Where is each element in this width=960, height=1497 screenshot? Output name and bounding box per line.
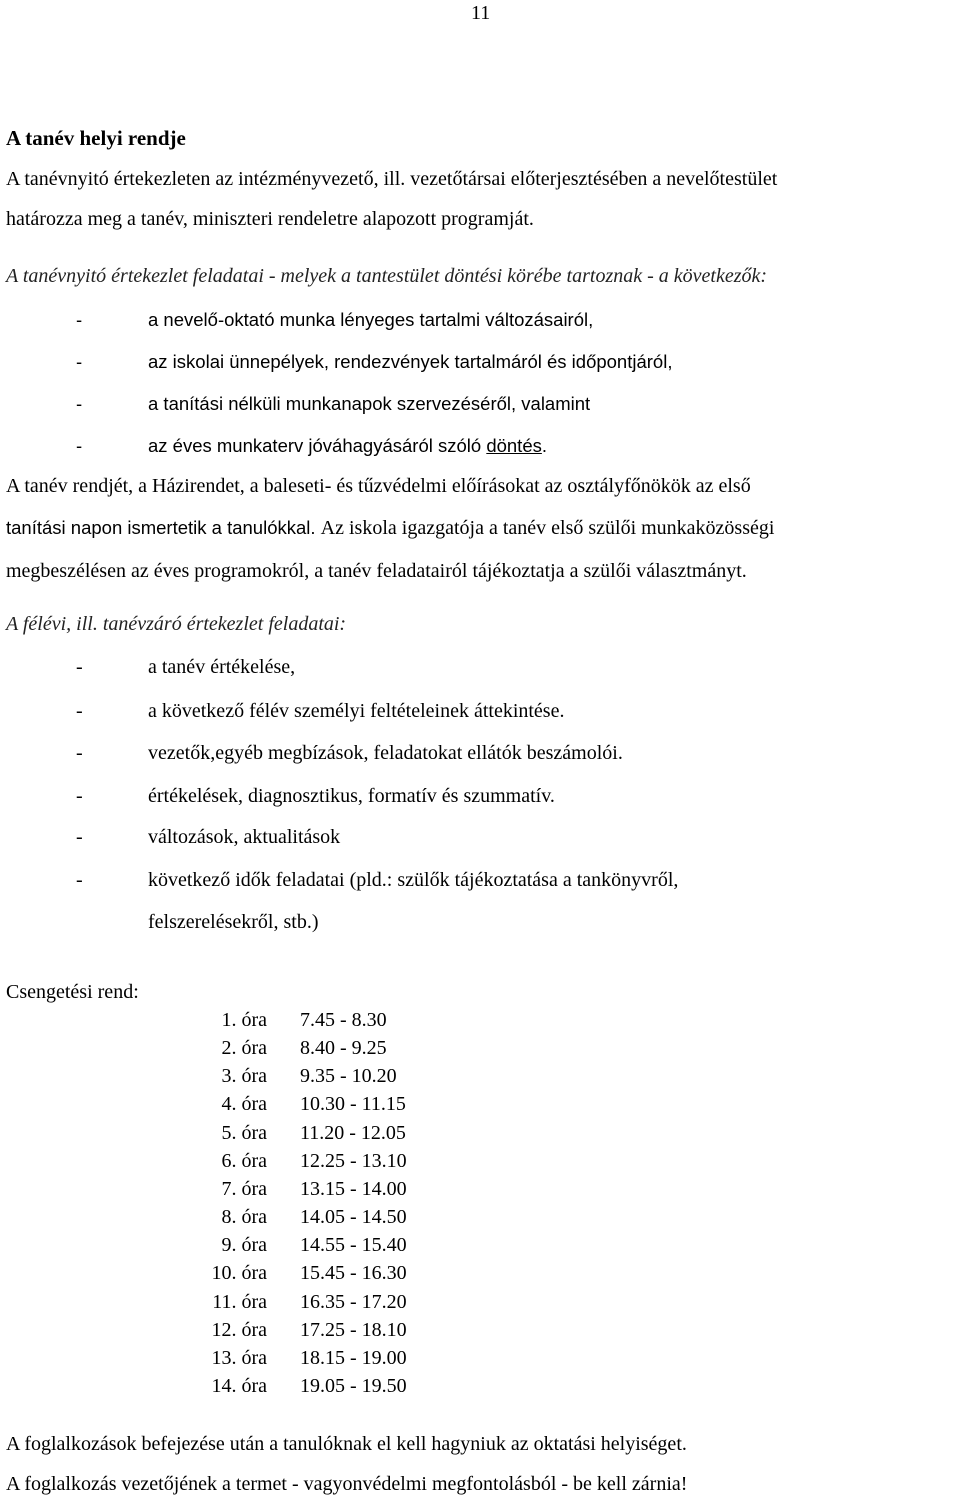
midyear-item: következő idők feladatai (pld.: szülők tájékoztatása a tankönyvről, xyxy=(148,869,679,891)
midyear-item: vezetők,egyéb megbízások, feladatokat ellátók beszámolói. xyxy=(148,742,623,764)
list-dash: - xyxy=(76,742,83,764)
bell-time: 14.05 - 14.50 xyxy=(300,1206,407,1228)
bell-time: 19.05 - 19.50 xyxy=(300,1375,407,1397)
list-dash: - xyxy=(76,826,83,848)
bell-heading: Csengetési rend: xyxy=(6,981,139,1003)
bell-time: 8.40 - 9.25 xyxy=(300,1037,387,1059)
bell-time: 10.30 - 11.15 xyxy=(300,1093,406,1115)
para2-line-2 xyxy=(6,517,774,540)
bell-period: 5. óra xyxy=(221,1122,267,1144)
intro-line-1: A tanévnyitó értekezleten az intézményvezető, ill. vezetőtársai előterjesztésében a nevelőtestület xyxy=(6,168,778,190)
bell-period: 8. óra xyxy=(221,1206,267,1228)
list-dash: - xyxy=(76,393,83,414)
bell-period: 9. óra xyxy=(221,1234,267,1256)
bell-time: 11.20 - 12.05 xyxy=(300,1122,406,1144)
list-dash: - xyxy=(76,435,83,456)
bell-time: 14.55 - 15.40 xyxy=(300,1234,407,1256)
bell-time: 7.45 - 8.30 xyxy=(300,1009,387,1031)
midyear-heading: A félévi, ill. tanévzáró értekezlet feladatai: xyxy=(6,613,347,635)
bell-period: 13. óra xyxy=(211,1347,267,1369)
bell-period: 6. óra xyxy=(221,1150,267,1172)
para2-line-2a: tanítási napon ismertetik a tanulókkal. xyxy=(6,517,321,538)
bell-time: 9.35 - 10.20 xyxy=(300,1065,397,1087)
bell-time: 17.25 - 18.10 xyxy=(300,1319,407,1341)
bell-period: 4. óra xyxy=(221,1093,267,1115)
bell-time: 15.45 - 16.30 xyxy=(300,1262,407,1284)
task-item-underlined: döntés xyxy=(486,435,542,456)
closing-line-1: A foglalkozások befejezése után a tanulóknak el kell hagyniuk az oktatási helyiséget. xyxy=(6,1433,687,1455)
list-dash: - xyxy=(76,656,83,678)
para2-line-1: A tanév rendjét, a Házirendet, a baleseti- és tűzvédelmi előírásokat az osztályfőnökök az első xyxy=(6,475,751,497)
tasks-heading: A tanévnyitó értekezlet feladatai - melyek a tantestület döntési körébe tartoznak - a következők: xyxy=(6,265,768,287)
page-number: 11 xyxy=(471,2,491,24)
bell-period: 7. óra xyxy=(221,1178,267,1200)
closing-line-2: A foglalkozás vezetőjének a termet - vagyonvédelmi megfontolásból - be kell zárnia! xyxy=(6,1473,688,1495)
task-item: a nevelő-oktató munka lényeges tartalmi változásairól, xyxy=(148,309,594,330)
midyear-item-continued: felszerelésekről, stb.) xyxy=(148,911,319,933)
midyear-item: a következő félév személyi feltételeinek áttekintése. xyxy=(148,700,565,722)
midyear-item: értékelések, diagnosztikus, formatív és szummatív. xyxy=(148,785,555,807)
list-dash: - xyxy=(76,869,83,891)
task-item: az iskolai ünnepélyek, rendezvények tartalmáról és időpontjáról, xyxy=(148,351,673,372)
para2-line-3: megbeszélésen az éves programokról, a tanév feladatairól tájékoztatja a szülői választmányt. xyxy=(6,560,747,582)
list-dash: - xyxy=(76,351,83,372)
para2-line-2b: Az iskola igazgatója a tanév első szülői munkaközösségi xyxy=(320,517,775,539)
task-item: a tanítási nélküli munkanapok szervezéséről, valamint xyxy=(148,393,591,414)
bell-period: 12. óra xyxy=(211,1319,267,1341)
list-dash: - xyxy=(76,785,83,807)
bell-period: 11. óra xyxy=(212,1291,267,1313)
task-item-end: . xyxy=(541,435,547,456)
intro-line-2: határozza meg a tanév, miniszteri rendeletre alapozott programját. xyxy=(6,208,534,230)
bell-period: 3. óra xyxy=(221,1065,267,1087)
bell-time: 12.25 - 13.10 xyxy=(300,1150,407,1172)
bell-period: 10. óra xyxy=(211,1262,267,1284)
bell-time: 16.35 - 17.20 xyxy=(300,1291,407,1313)
section-title: A tanév helyi rendje xyxy=(6,126,186,150)
bell-time: 13.15 - 14.00 xyxy=(300,1178,407,1200)
list-dash: - xyxy=(76,700,83,722)
bell-period: 14. óra xyxy=(211,1375,267,1397)
midyear-item: a tanév értékelése, xyxy=(148,656,296,678)
bell-time: 18.15 - 19.00 xyxy=(300,1347,407,1369)
task-item-text: az éves munkaterv jóváhagyásáról szóló xyxy=(148,435,487,456)
bell-period: 2. óra xyxy=(221,1037,267,1059)
midyear-item: változások, aktualitások xyxy=(148,826,341,848)
list-dash: - xyxy=(76,309,83,330)
bell-period: 1. óra xyxy=(221,1009,267,1031)
task-item xyxy=(148,435,547,457)
